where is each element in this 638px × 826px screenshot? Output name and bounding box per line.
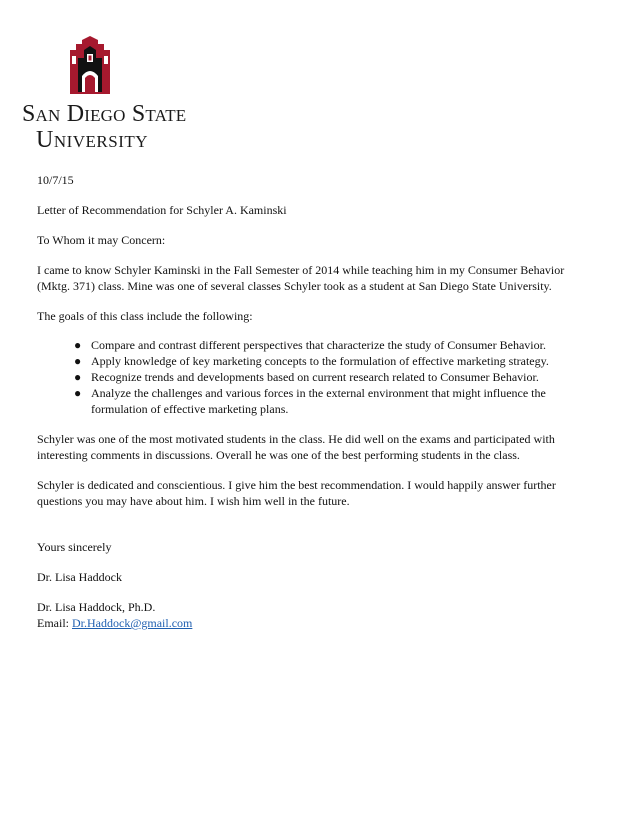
bullet-icon: ● (74, 338, 82, 352)
paragraph-recommendation: Schyler is dedicated and conscientious. I give him the best recommendation. I would happily answer further questions you may have about him. I wish him well in the future. (37, 478, 556, 508)
list-item (74, 369, 597, 385)
letter-signature: Dr. Lisa Haddock (37, 570, 122, 584)
goals-intro: The goals of this class include the following: (37, 309, 253, 323)
goal-text: Analyze the challenges and various forces in the external environment that might influence the formulation of effective marketing plans. (91, 386, 546, 416)
bullet-icon: ● (74, 386, 82, 400)
list-item (74, 337, 597, 353)
email-link[interactable]: Dr.Haddock@gmail.com (72, 616, 193, 630)
list-item (74, 353, 597, 369)
signer-name: Dr. Lisa Haddock, Ph.D. (37, 600, 156, 614)
goal-text: Recognize trends and developments based on current research related to Consumer Behavior. (91, 370, 539, 384)
university-name-line1: San Diego State (22, 101, 187, 127)
letter-closing: Yours sincerely (37, 540, 112, 554)
email-label: Email: (37, 616, 69, 630)
sdsu-logo-icon (68, 36, 112, 96)
paragraph-intro: I came to know Schyler Kaminski in the Fall Semester of 2014 while teaching him in my Consumer Behavior (Mktg. 371) class. Mine was one of several classes Schyler took as a student at San Diego State University. (37, 263, 565, 293)
university-name-line2: University (36, 127, 149, 153)
letter-body (37, 172, 597, 631)
goal-text: Apply knowledge of key marketing concepts to the formulation of effective marketing strategy. (91, 354, 549, 368)
letter-date: 10/7/15 (37, 173, 74, 187)
list-item (74, 385, 597, 417)
goal-text: Compare and contrast different perspectives that characterize the study of Consumer Behavior. (91, 338, 546, 352)
bullet-icon: ● (74, 354, 82, 368)
letter-subject: Letter of Recommendation for Schyler A. Kaminski (37, 203, 287, 217)
goals-list (37, 337, 597, 417)
university-name (22, 102, 186, 152)
paragraph-performance: Schyler was one of the most motivated students in the class. He did well on the exams and participated with interesting comments in discussions. Overall he was one of the best performing students in the class. (37, 432, 555, 462)
email-line (37, 615, 597, 631)
bullet-icon: ● (74, 370, 82, 384)
letter-salutation: To Whom it may Concern: (37, 233, 166, 247)
